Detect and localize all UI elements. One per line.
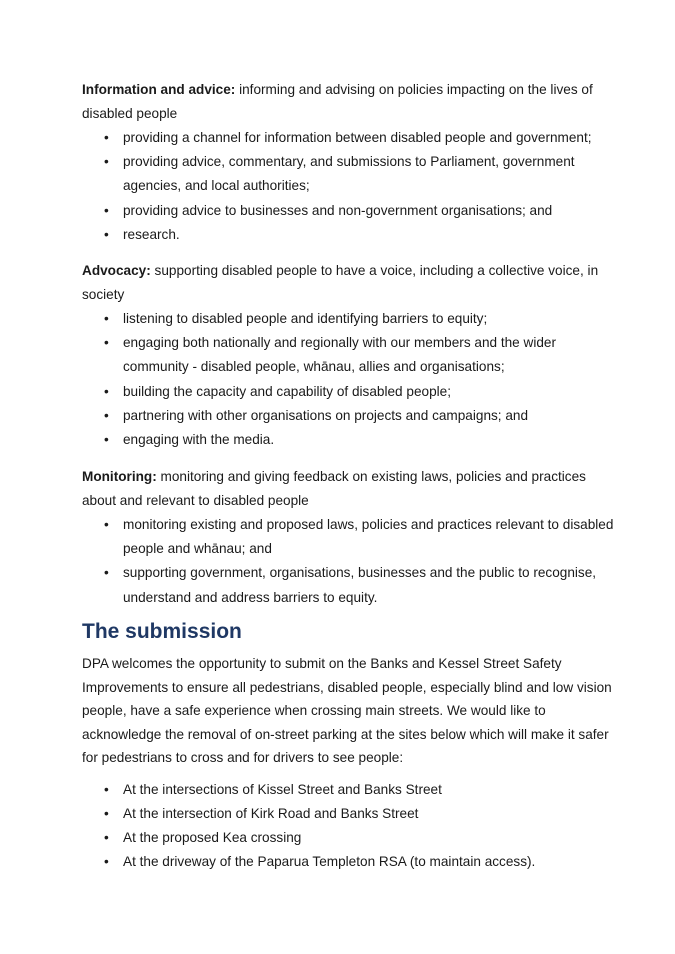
monitoring-text: monitoring and giving feedback on existing laws, policies and practices about and relevant to disabled people xyxy=(82,469,586,508)
list-item: • supporting government, organisations, businesses and the public to recognise, understand and address barriers to equity. xyxy=(82,561,622,609)
bullet-icon: • xyxy=(104,130,109,145)
monitoring-list xyxy=(82,513,622,610)
list-item: • providing a channel for information between disabled people and government; xyxy=(82,126,622,150)
list-item: • At the driveway of the Paparua Templeton RSA (to maintain access). xyxy=(82,850,622,874)
advocacy-intro xyxy=(82,259,622,307)
info-intro xyxy=(82,78,622,126)
bullet-icon: • xyxy=(104,805,109,821)
list-item: • At the intersection of Kirk Road and Banks Street xyxy=(82,802,622,826)
advocacy-heading: Advocacy: xyxy=(82,263,151,278)
list-item: • partnering with other organisations on projects and campaigns; and xyxy=(82,404,622,428)
section-monitoring xyxy=(82,465,622,610)
list-item: • building the capacity and capability of disabled people; xyxy=(82,380,622,404)
bullet-icon: • xyxy=(104,565,109,581)
list-item: • At the intersections of Kissel Street and Banks Street xyxy=(82,778,622,802)
bullet-icon: • xyxy=(104,781,109,797)
monitoring-intro xyxy=(82,465,622,513)
bullet-icon: • xyxy=(104,432,109,448)
info-heading: Information and advice: xyxy=(82,82,236,97)
bullet-icon: • xyxy=(104,383,109,399)
list-item: • research. xyxy=(82,223,622,247)
submission-title: The submission xyxy=(82,620,242,643)
section-submission xyxy=(82,618,622,874)
bullet-icon: • xyxy=(104,311,109,326)
list-item: • providing advice to businesses and non-government organisations; and xyxy=(82,199,622,223)
list-item: • engaging both nationally and regionally with our members and the wider community - disabled people, whānau, allies and organisations; xyxy=(82,331,622,379)
submission-paragraph: DPA welcomes the opportunity to submit on the Banks and Kessel Street Safety Improvements to ensure all pedestrians, disabled people, especially blind and low vision people, have a safe experience when crossing main streets. We would like to acknowledge the removal of on-street parking at the sites below which will make it safer for pedestrians to cross and for drivers to see people: xyxy=(82,656,612,765)
advocacy-list xyxy=(82,307,622,452)
list-item: • engaging with the media. xyxy=(82,428,622,452)
submission-list xyxy=(82,778,622,875)
bullet-icon: • xyxy=(104,335,109,351)
bullet-icon: • xyxy=(104,202,109,218)
bullet-icon: • xyxy=(104,407,109,423)
info-list xyxy=(82,126,622,247)
list-item: • At the proposed Kea crossing xyxy=(82,826,622,850)
bullet-icon: • xyxy=(104,154,109,170)
bullet-icon: • xyxy=(104,854,109,870)
list-item: • listening to disabled people and identifying barriers to equity; xyxy=(82,307,622,331)
monitoring-heading: Monitoring: xyxy=(82,469,157,484)
list-item: • monitoring existing and proposed laws, policies and practices relevant to disabled people and whānau; and xyxy=(82,513,622,561)
advocacy-text: supporting disabled people to have a voice, including a collective voice, in society xyxy=(82,263,599,302)
section-information-advice xyxy=(82,78,622,247)
info-text: informing and advising on policies impacting on the lives of disabled people xyxy=(82,82,593,121)
section-advocacy xyxy=(82,259,622,452)
bullet-icon: • xyxy=(104,226,109,242)
bullet-icon: • xyxy=(104,829,109,845)
list-item: • providing advice, commentary, and submissions to Parliament, government agencies, and local authorities; xyxy=(82,150,622,198)
bullet-icon: • xyxy=(104,517,109,532)
